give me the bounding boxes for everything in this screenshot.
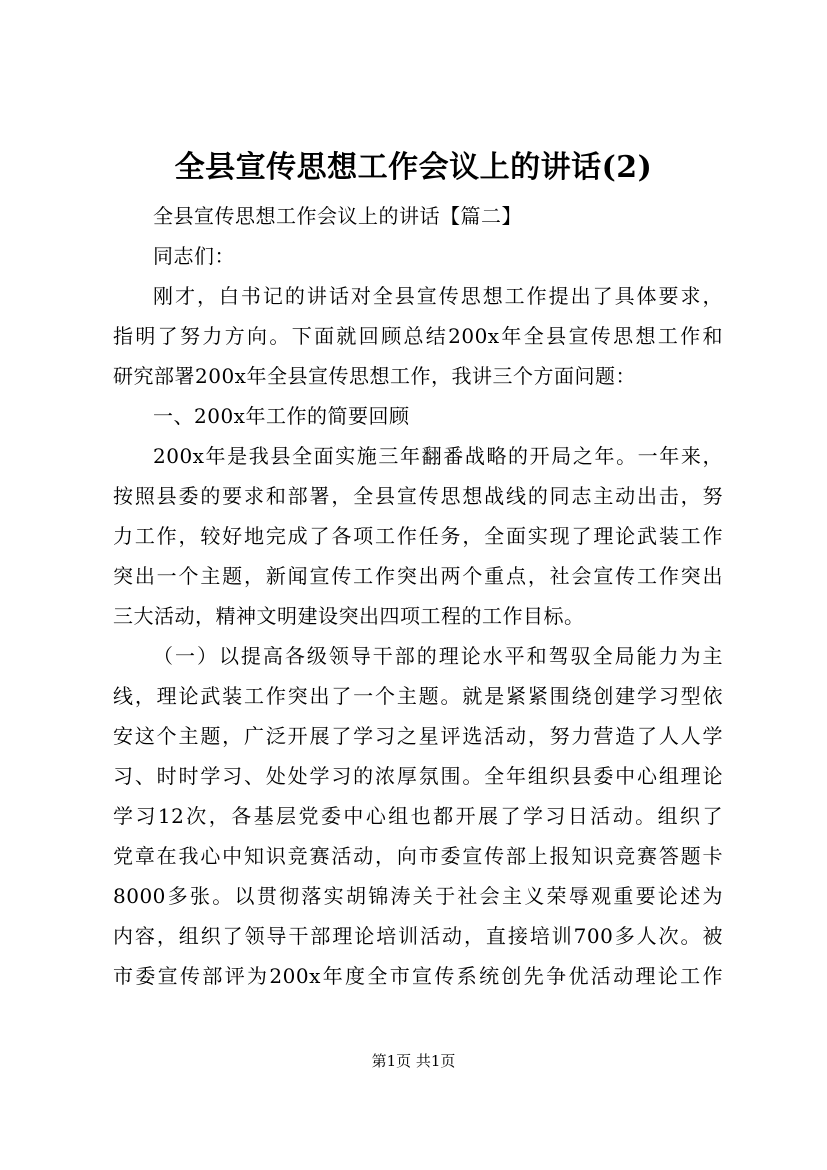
body-line: 研究部署200x年全县宣传思想工作，我讲三个方面问题： <box>113 364 636 388</box>
document-body <box>113 196 723 996</box>
body-line: 市委宣传部评为200x年度全市宣传系统创先争优活动理论工作 <box>113 964 723 988</box>
body-line: 力工作，较好地完成了各项工作任务，全面实现了理论武装工作 <box>113 524 723 548</box>
body-line: 200x年是我县全面实施三年翻番战略的开局之年。一年来， <box>153 444 723 468</box>
body-line: 三大活动，精神文明建设突出四项工程的工作目标。 <box>113 604 585 628</box>
body-line: 按照县委的要求和部署，全县宣传思想战线的同志主动出击，努 <box>113 484 723 508</box>
body-line: 8000多张。以贯彻落实胡锦涛关于社会主义荣辱观重要论述为 <box>113 884 723 908</box>
body-line: 内容，组织了领导干部理论培训活动，直接培训700多人次。被 <box>113 924 723 948</box>
body-line: （一）以提高各级领导干部的理论水平和驾驭全局能力为主 <box>153 644 723 668</box>
body-line: 学习12次，各基层党委中心组也都开展了学习日活动。组织了 <box>113 804 723 828</box>
body-line: 刚才，白书记的讲话对全县宣传思想工作提出了具体要求， <box>153 284 723 308</box>
page-footer: 第1页 共1页 <box>371 1052 456 1070</box>
body-line: 全县宣传思想工作会议上的讲话【篇二】 <box>153 204 522 228</box>
body-line: 党章在我心中知识竞赛活动，向市委宣传部上报知识竞赛答题卡 <box>113 844 723 868</box>
body-line: 安这个主题，广泛开展了学习之星评选活动，努力营造了人人学 <box>113 724 723 748</box>
body-line: 习、时时学习、处处学习的浓厚氛围。全年组织县委中心组理论 <box>113 764 723 788</box>
body-line: 一、200x年工作的简要回顾 <box>153 404 410 428</box>
document-title: 全县宣传思想工作会议上的讲话(2) <box>174 150 653 185</box>
body-paragraphs <box>113 196 723 996</box>
body-line: 指明了努力方向。下面就回顾总结200x年全县宣传思想工作和 <box>113 324 723 348</box>
body-line: 突出一个主题，新闻宣传工作突出两个重点，社会宣传工作突出 <box>113 564 723 588</box>
body-line: 同志们： <box>153 244 235 268</box>
body-line: 线，理论武装工作突出了一个主题。就是紧紧围绕创建学习型依 <box>113 684 723 708</box>
